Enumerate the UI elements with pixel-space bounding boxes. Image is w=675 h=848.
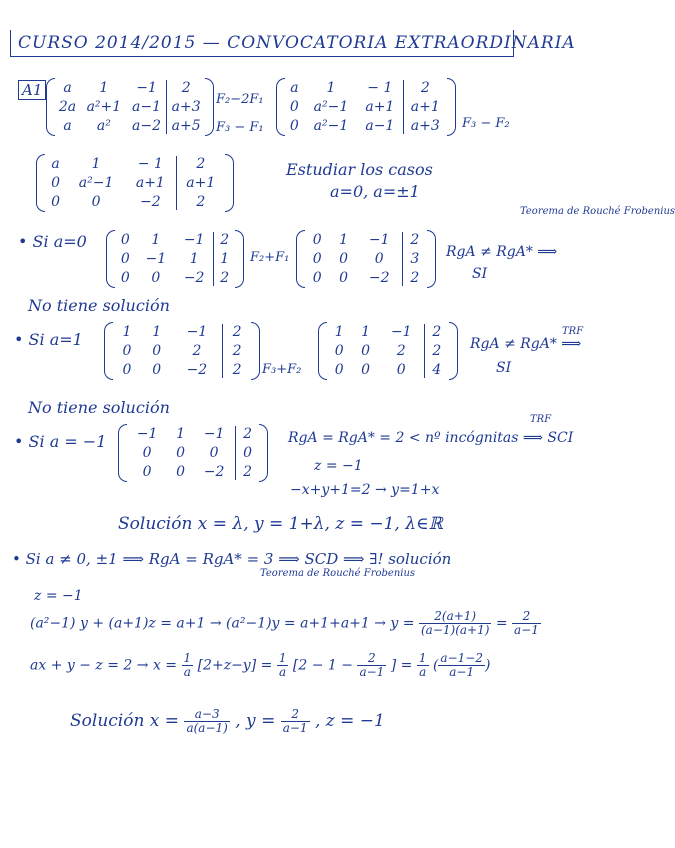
matrix-cell: 0 [289,118,299,135]
matrix-row [326,322,450,341]
matrix-cell: −1 [145,250,167,267]
matrix-cell: a+3 [171,98,201,115]
matrix-case1-a [104,322,260,380]
matrix-row [326,341,450,360]
case-conclusion: No tiene solución [28,296,170,315]
matrix-cell: 2 [181,79,191,96]
matrix-row [304,269,428,288]
augmentation-bar [403,80,404,134]
matrix-table [126,424,260,482]
matrix-table [304,230,428,288]
matrix-row [54,97,206,116]
matrix-bracket-right [427,230,436,288]
matrix-row [126,424,260,443]
trf-note: TRF [562,326,584,337]
matrix-row [114,249,236,268]
matrix-row [284,117,448,136]
matrix-row [114,269,236,288]
matrix-case0-a [106,230,244,288]
matrix-table [284,78,448,136]
augmentation-bar [222,324,223,378]
system-type: SI [472,266,488,282]
fraction: $\frac{2(a+1)}{(a-1)(a+1)}$ [420,609,490,637]
matrix-cell: 0 [152,342,162,359]
matrix-cell: 0 [209,444,219,461]
matrix-original [46,78,214,136]
matrix-table [326,322,450,380]
matrix-row [44,154,226,173]
matrix-cell: −1 [203,425,225,442]
rank-statement: RgA ≠ RgA* ⟹ [446,244,558,260]
matrix-cell: 1 [151,231,161,248]
matrix-row [112,361,252,380]
matrix-cell: a [63,118,72,135]
matrix-case1-b [318,322,458,380]
fraction: $\frac{2}{a-1}$ [282,707,308,735]
matrix-cell: 1 [91,155,101,172]
augmentation-bar [176,156,177,210]
page-title: CURSO 2014/2015 — CONVOCATORIA EXTRAORDINARIA [18,33,576,53]
matrix-cell: 0 [152,362,162,379]
augmentation-bar [424,324,425,378]
equation-y-text: (a²−1) y + (a+1)z = a+1 → (a²−1)y = a+1+a+1 → y = [30,615,415,632]
matrix-cell: −1 [136,425,158,442]
matrix-cell: 1 [152,323,162,340]
fraction: $\frac{1}{a}$ [418,651,427,679]
matrix-cell: 2 [396,342,406,359]
solution: Solución x = λ, y = 1+λ, z = −1, λ∈ℝ [118,514,443,534]
z-value: z = −1 [34,588,83,604]
matrix-cell: a−1 [132,98,162,115]
matrix-cell: a+1 [365,98,395,115]
study-cases-text: Estudiar los casos [286,160,433,179]
augmentation-bar [235,426,236,480]
matrix-table [44,154,226,212]
final-solution: Solución x = $\frac{a-3}{a(a-1)}$ , y = $\frac{2}{a-1}$ , z = −1 [70,707,385,735]
matrix-cell: 2 [220,270,230,287]
matrix-cell: 0 [396,362,406,379]
matrix-cell: 0 [339,270,349,287]
matrix-bracket-right [225,154,234,212]
matrix-cell: 2 [196,155,206,172]
matrix-bracket-right [259,424,268,482]
matrix-row [112,341,252,360]
matrix-cell: −1 [368,231,390,248]
matrix-cell: a²−1 [78,174,114,191]
row-op-label: F₂−2F₁ [216,92,264,107]
matrix-cell: 0 [289,98,299,115]
case-label: • Si a ≠ 0, ±1 ⟹ RgA = RgA* = 3 ⟹ SCD ⟹ ∃! solución [12,550,452,568]
matrix-row [54,78,206,97]
matrix-cell: a−1 [365,118,395,135]
matrix-cell: 1 [361,323,371,340]
matrix-cell: a+1 [410,98,440,115]
matrix-row [112,322,252,341]
augmentation-bar [166,80,167,134]
matrix-row [126,463,260,482]
trf-note: TRF [530,414,552,425]
matrix-cell: 2 [232,323,242,340]
matrix-bracket-right [449,322,458,380]
matrix-cell: a [290,79,299,96]
matrix-cell: 0 [120,231,130,248]
matrix-cell: a+5 [171,118,201,135]
matrix-row [304,249,428,268]
matrix-case-minus1 [118,424,268,482]
augmentation-bar [213,232,214,286]
matrix-cell: a−2 [132,118,162,135]
rank-statement: RgA ≠ RgA* ⟹ [470,336,582,352]
matrix-cell: a² [96,118,111,135]
matrix-case0-b [296,230,436,288]
matrix-cell: 0 [91,194,101,211]
matrix-row [304,230,428,249]
matrix-cell: −1 [183,231,205,248]
matrix-cell: − 1 [137,155,163,172]
case-conclusion: No tiene solución [28,398,170,417]
fraction: $\frac{a-3}{a(a-1)}$ [186,707,228,735]
system-type: SI [496,360,512,376]
matrix-bracket-right [235,230,244,288]
matrix-cell: 2 [192,342,202,359]
matrix-cell: 0 [151,270,161,287]
case-label: • Si a = −1 [14,432,107,451]
matrix-cell: a+3 [410,118,440,135]
matrix-cell: 1 [176,425,185,442]
matrix-cell: 0 [176,444,185,461]
matrix-cell: 0 [374,250,384,267]
matrix-cell: 1 [339,231,349,248]
matrix-cell: a+1 [135,174,165,191]
z-value: z = −1 [314,458,363,474]
theorem-note: Teorema de Rouché Frobenius [260,568,416,579]
problem-tag: A1 [18,80,46,100]
study-cases-values: a=0, a=±1 [330,182,420,201]
matrix-cell: 2 [432,342,442,359]
matrix-cell: 1 [99,79,109,96]
matrix-cell: 0 [120,270,130,287]
matrix-cell: 1 [334,323,344,340]
case-label: • Si a=1 [14,330,83,349]
matrix-cell: 1 [326,79,336,96]
matrix-cell: −2 [140,194,161,211]
row-op-label: F₃+F₂ [262,362,302,377]
matrix-cell: 0 [142,444,152,461]
matrix-cell: 2 [232,342,242,359]
matrix-bracket-right [251,322,260,380]
matrix-cell: a²−1 [313,98,349,115]
matrix-cell: 0 [142,464,152,481]
matrix-cell: 2 [232,362,242,379]
matrix-cell: −1 [186,323,208,340]
matrix-cell: 2 [243,464,252,481]
matrix-cell: a²+1 [86,98,122,115]
rank-statement: RgA = RgA* = 2 < nº incógnitas ⟹ SCI [288,430,574,446]
matrix-cell: −2 [186,362,208,379]
matrix-row [44,173,226,192]
matrix-cell: 1 [189,250,199,267]
matrix-cell: 4 [432,362,442,379]
matrix-cell: 0 [243,444,252,461]
matrix-cell: 2 [432,323,442,340]
matrix-row [284,97,448,116]
matrix-cell: 0 [122,362,132,379]
matrix-table [54,78,206,136]
matrix-row [284,78,448,97]
matrix-cell: 2 [243,425,252,442]
matrix-cell: −2 [368,270,390,287]
matrix-cell: 0 [176,464,185,481]
matrix-cell: 1 [122,323,132,340]
equation: −x+y+1=2 → y=1+x [290,482,440,498]
matrix-cell: a+1 [186,174,216,191]
matrix-cell: 0 [120,250,130,267]
matrix-cell: 2 [410,270,420,287]
matrix-cell: 0 [122,342,132,359]
matrix-table [112,322,252,380]
fraction: $\frac{2}{a-1}$ [514,609,539,637]
matrix-cell: 0 [361,362,371,379]
matrix-cell: a [63,79,72,96]
matrix-cell: a [51,155,60,172]
matrix-cell: 0 [51,174,60,191]
matrix-cell: 2 [220,231,230,248]
matrix-cell: 1 [220,250,230,267]
matrix-bracket-right [447,78,456,136]
matrix-cell: 2a [58,98,77,115]
fraction: $\frac{2}{a-1}$ [359,651,385,679]
matrix-cell: 0 [312,231,322,248]
matrix-row [114,230,236,249]
matrix-cell: 0 [312,250,322,267]
matrix-cell: 2 [196,194,206,211]
row-op-label: F₃ − F₁ [216,120,264,135]
matrix-cell: 2 [410,231,420,248]
matrix-cell: 0 [339,250,349,267]
case-label: • Si a=0 [18,232,87,251]
equation-x: ax + y − z = 2 → x = $\frac{1}{a}$ [2+z−y] = $\frac{1}{a}$ [2 − 1 − $\frac{2}{a-1}$ ] = $\frac{1}{a}$ ( $\frac{a-1-2}{a-1}$ ) [30,651,491,679]
matrix-row [326,361,450,380]
matrix-cell: 2 [420,79,430,96]
fraction: $\frac{a-1-2}{a-1}$ [440,651,483,679]
fraction: $\frac{1}{a}$ [183,651,192,679]
augmentation-bar [402,232,403,286]
matrix-step1 [276,78,456,136]
matrix-cell: −2 [183,270,205,287]
matrix-row [44,193,226,212]
matrix-cell: − 1 [367,79,393,96]
matrix-cell: 0 [51,194,60,211]
matrix-cell: 3 [410,250,420,267]
matrix-cell: 0 [334,362,344,379]
theorem-note: Teorema de Rouché Frobenius [520,206,675,217]
matrix-cell: −1 [136,79,157,96]
equation-y: (a²−1) y + (a+1)z = a+1 → (a²−1)y = a+1+a+1 → y = $\frac{2(a+1)}{(a-1)(a+1)}$ = $\frac{2}{a-1}$ [30,609,539,637]
matrix-step2 [36,154,234,212]
matrix-cell: 0 [312,270,322,287]
row-op-label: F₃ − F₂ [462,116,510,131]
matrix-cell: a²−1 [313,118,349,135]
fraction: $\frac{1}{a}$ [278,651,287,679]
matrix-cell: −1 [390,323,412,340]
matrix-cell: −2 [203,464,225,481]
matrix-cell: 0 [334,342,344,359]
matrix-row [126,443,260,462]
matrix-table [114,230,236,288]
matrix-bracket-right [205,78,214,136]
matrix-cell: 0 [361,342,371,359]
row-op-label: F₂+F₁ [250,250,290,265]
matrix-row [54,117,206,136]
